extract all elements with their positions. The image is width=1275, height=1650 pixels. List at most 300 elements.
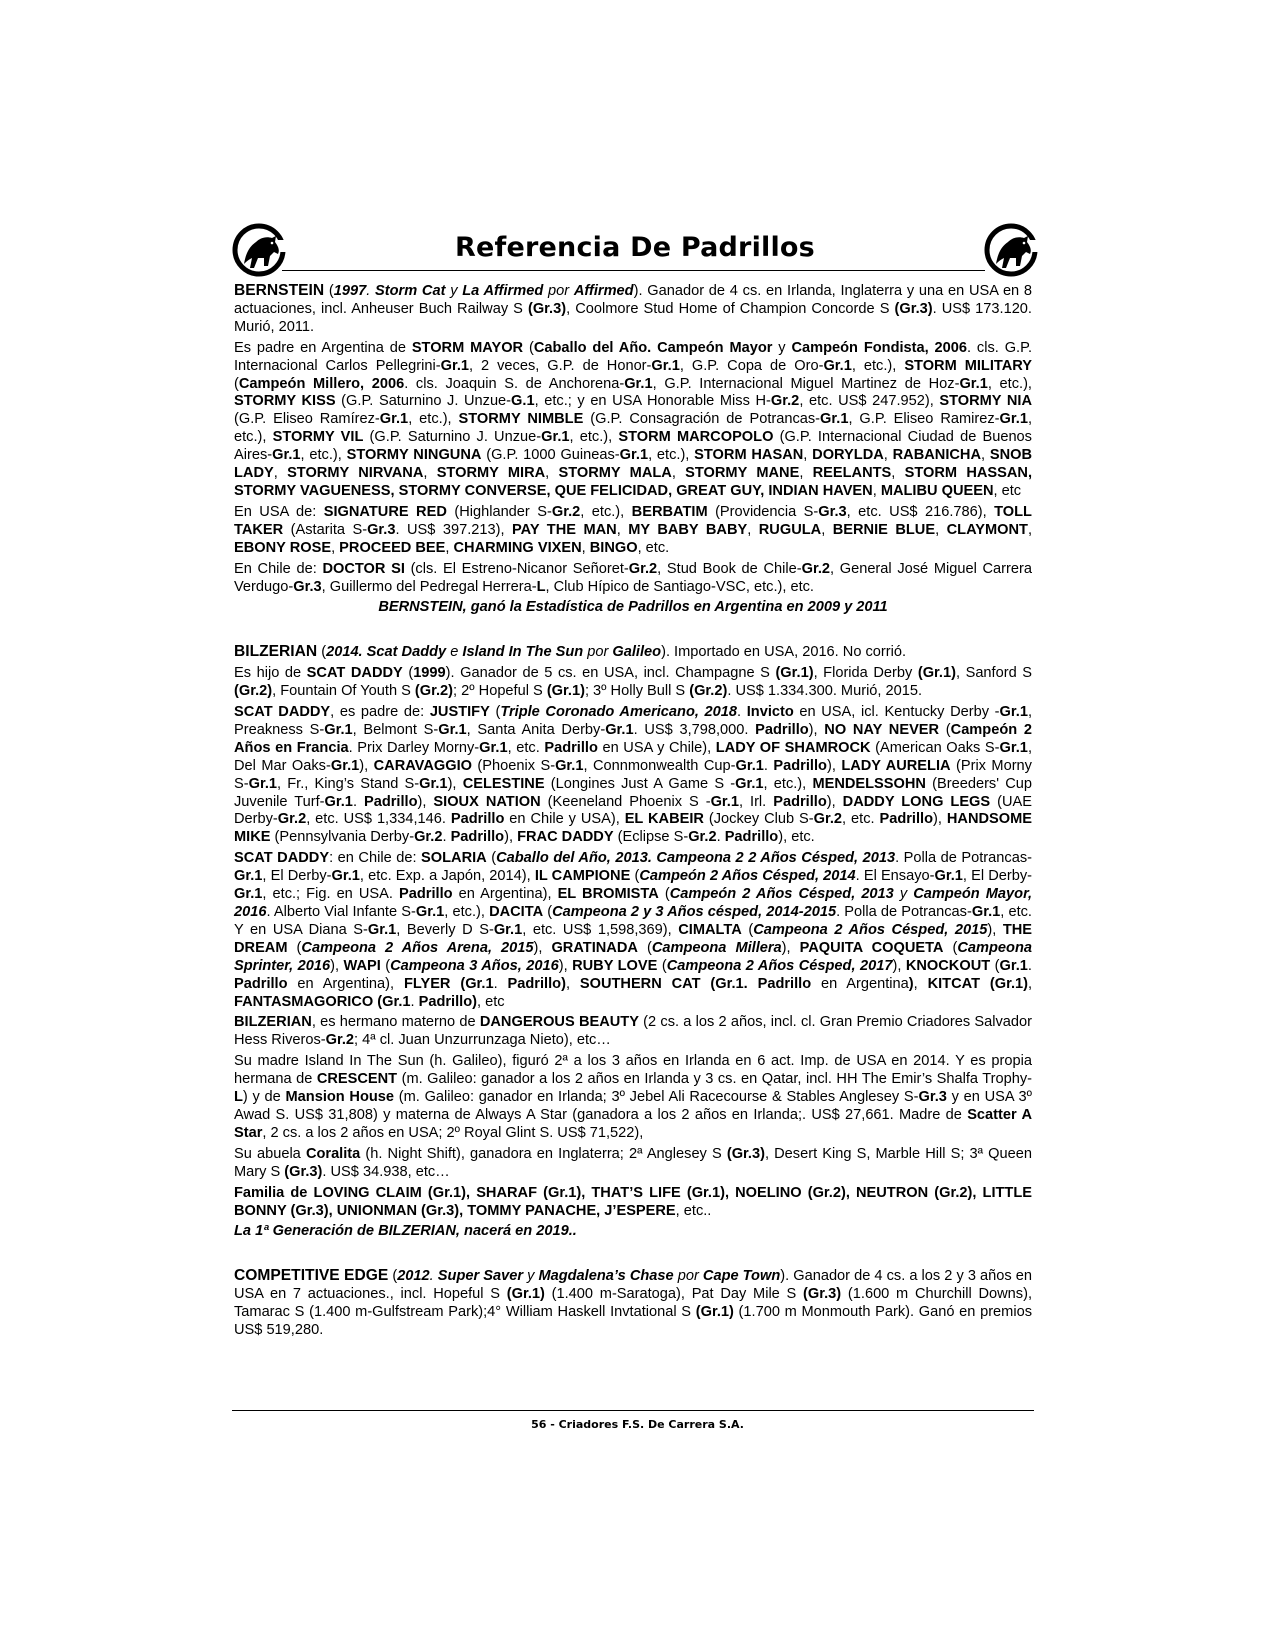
text-run: KITCAT (Gr.1) xyxy=(927,975,1028,992)
text-run: Gr.1 xyxy=(330,757,360,774)
text-run: ), xyxy=(826,757,842,774)
text-run: Gr.1 xyxy=(419,775,448,792)
text-run xyxy=(450,976,460,992)
text-run: IL CAMPIONE xyxy=(534,868,631,885)
text-run: y xyxy=(523,1268,539,1285)
text-run: , xyxy=(981,447,990,464)
text-run: G.1 xyxy=(511,393,535,410)
text-run: SCAT DADDY xyxy=(234,850,330,867)
text-run: , Preakness S- xyxy=(234,704,1033,738)
statistics-note xyxy=(234,599,1032,617)
text-run: en Argentina), xyxy=(452,886,558,903)
text-run: , etc. xyxy=(842,811,880,828)
sibling-note xyxy=(234,1014,1032,1050)
text-run: (Keeneland Phoenix S - xyxy=(540,793,711,810)
text-run: , General José Miguel Carrera Verdugo- xyxy=(234,560,1032,595)
text-run: , Desert King S, Marble Hill S; 3ª Queen Mary S xyxy=(234,1145,1032,1180)
text-run: FRAC DADDY xyxy=(517,829,614,846)
text-run: (1.700 m Monmouth Park). Ganó en premios US$ 519,280. xyxy=(234,1304,1032,1339)
text-run: ( xyxy=(324,283,334,299)
text-run: (Highlander S- xyxy=(446,503,552,520)
text-run: Gr.1 xyxy=(324,721,353,738)
text-run: STORM HASSAN, STORMY VAGUENESS, STORMY CONVERSE, QUE FELICIDAD, GREAT GUY, INDIAN HAVEN xyxy=(234,465,1033,499)
text-run: , xyxy=(581,539,590,556)
text-run: STORMY VIL xyxy=(272,429,364,446)
text-run: , xyxy=(799,465,813,482)
text-run: (G.P. Internacional Ciudad de Buenos Aires- xyxy=(234,429,1032,464)
text-run: REELANTS xyxy=(812,465,892,482)
text-run: Gr.1 xyxy=(493,921,523,938)
text-run: Gr.2 xyxy=(414,829,443,846)
text-run: PAY THE MAN xyxy=(512,521,617,538)
text-run: (1.400 m-Saratoga), Pat Day Mile S xyxy=(544,1286,804,1303)
text-run: , Fountain Of Youth S xyxy=(272,683,415,700)
text-run: . xyxy=(410,993,419,1010)
text-run: STORMY MANE xyxy=(685,465,800,482)
text-run: y xyxy=(893,886,914,903)
text-run: , etc.; Fig. en USA. xyxy=(262,886,400,903)
text-run: (Eclipse S- xyxy=(613,829,689,846)
text-run: Gr.1 xyxy=(999,957,1028,974)
text-run: (Gr.1) xyxy=(695,1304,734,1321)
text-run: . xyxy=(429,1268,438,1285)
text-run: Campeona 2 y 3 Años césped, 2014-2015 xyxy=(552,904,837,920)
text-run: Campeona 3 Años, 2016 xyxy=(390,957,559,974)
text-run: Gr.2 xyxy=(551,503,581,520)
text-run: Campeón Mayor, 2016 xyxy=(234,886,1033,920)
page-footer: 56 - Criadores F.S. De Carrera S.A. xyxy=(531,1418,744,1431)
text-run: Padrillo xyxy=(450,811,505,828)
text-run: , es padre de: xyxy=(330,704,430,721)
text-run: , xyxy=(1027,975,1033,992)
text-run: Scatter A Star xyxy=(234,1106,1032,1141)
text-run: BERNIE BLUE xyxy=(832,521,936,538)
text-run: MENDELSSOHN xyxy=(812,775,926,792)
text-run: , etc.. xyxy=(675,1202,712,1219)
text-run: (Gr.3) xyxy=(803,1286,842,1303)
sire-progeny-chile xyxy=(234,850,1032,1011)
text-run: Campeón 2 Años Césped, 2013 xyxy=(669,886,894,903)
text-run: BERNSTEIN, ganó la Estadística de Padrillos en Argentina en 2009 y 2011 xyxy=(378,599,888,616)
text-run: (Prix Morny S- xyxy=(234,757,1032,792)
entry-bilzerian xyxy=(234,643,1032,1241)
text-run: ( xyxy=(486,850,497,867)
sire-progeny xyxy=(234,704,1032,847)
text-run: L xyxy=(234,1089,243,1106)
entry-header xyxy=(234,1267,1032,1340)
text-run: DADDY LONG LEGS xyxy=(842,793,991,810)
text-run: Gr.1 xyxy=(999,411,1028,428)
footer-rule xyxy=(232,1410,1034,1411)
text-run: ). Ganador de 4 cs. en Irlanda, Inglaterra y una en USA en 8 actuaciones, incl. Anheuser Buch Railway S xyxy=(234,283,1033,317)
text-run: STORM MAYOR xyxy=(411,339,524,356)
text-run: Padrillo) xyxy=(418,993,477,1010)
text-run: , etc. US$ 247.952), xyxy=(799,393,940,410)
text-run: en Argentina), xyxy=(287,975,404,992)
text-run: , El Derby- xyxy=(962,868,1032,885)
text-run: Padrillo xyxy=(399,886,453,903)
text-run: Super Saver xyxy=(437,1268,523,1285)
text-run: Gr.1 xyxy=(735,757,764,774)
text-run: ), xyxy=(447,775,463,792)
text-run: Gr.1 xyxy=(959,375,988,392)
text-run: y en USA 3º Awad S. US$ 31,808) y materna de Always A Star (ganadora a los 2 años en Irlanda;. US$ 27,661. Madre de xyxy=(234,1089,1032,1123)
text-run: Gr.1 xyxy=(605,721,634,738)
text-run: , etc. xyxy=(507,739,545,756)
text-run: PAQUITA COQUETA xyxy=(799,939,944,956)
text-run: Campeona 2 Años Césped, 2017 xyxy=(666,957,893,974)
text-run: Familia de LOVING CLAIM (Gr.1), SHARAF (Gr.1), THAT’S LIFE (Gr.1), NOELINO (Gr.2), NEUTRON (Gr.2), LITTLE BONNY (Gr.3), UNIONMAN (Gr.3), TOMMY PANACHE, J’ESPERE xyxy=(234,1184,1032,1219)
text-run: ; 2º Hopeful S xyxy=(453,683,547,700)
text-run: , xyxy=(545,465,559,482)
text-run: ( xyxy=(637,939,652,956)
text-run: , Sanford S xyxy=(955,665,1032,682)
text-run: Campeón Millero, 2006 xyxy=(238,375,405,392)
text-run: Gr.1 xyxy=(479,739,508,756)
text-run: ), xyxy=(826,793,843,810)
text-run: ), xyxy=(987,921,1003,938)
entry-bernstein xyxy=(234,282,1032,617)
text-run: (Gr.2) xyxy=(234,683,273,700)
text-run: ( xyxy=(317,644,327,661)
text-run: ( xyxy=(658,886,670,903)
text-run: ), xyxy=(933,811,947,828)
text-run: por xyxy=(673,1268,703,1285)
text-run: , xyxy=(565,975,580,992)
text-run: ). Ganador de 4 cs. a los 2 y 3 años en USA en 7 actuaciones., incl. Hopeful S xyxy=(234,1268,1032,1303)
text-run: ), xyxy=(892,957,906,974)
text-run: Cape Town xyxy=(702,1268,781,1285)
text-run: , etc. US$ 1,334,146. xyxy=(306,811,451,828)
text-run: , etc.), xyxy=(648,447,695,464)
text-run: Gr.1 xyxy=(934,868,963,885)
text-run: ), xyxy=(330,957,344,974)
text-run: , etc xyxy=(477,993,505,1010)
text-run: RUBY LOVE xyxy=(572,957,658,974)
entry-header xyxy=(234,643,1032,662)
text-run: Gr.2 xyxy=(325,1032,355,1049)
text-run: Gr.1 xyxy=(234,886,263,903)
text-run: Padrillo xyxy=(724,829,779,846)
text-run: , Guillermo del Pedregal Herrera- xyxy=(321,578,537,595)
text-run: Gr.2 xyxy=(628,560,658,577)
text-run: MY BABY BABY xyxy=(628,521,748,538)
text-run: Gr.1 xyxy=(999,739,1028,756)
text-run: (Gr.3) xyxy=(527,300,567,317)
text-run: NO NAY NEVER xyxy=(824,721,940,738)
text-run: , etc. US$ 1,598,369), xyxy=(522,921,679,938)
text-run: Campeona 2 Años Arena, 2015 xyxy=(301,939,534,956)
text-run: . Polla de Potrancas- xyxy=(836,904,972,920)
text-run: , xyxy=(671,465,686,482)
text-run: , xyxy=(616,521,629,538)
text-run: DACITA xyxy=(489,904,544,920)
text-run: , etc xyxy=(993,482,1022,499)
horse-logo-icon xyxy=(982,222,1040,278)
text-run: , xyxy=(747,521,759,538)
text-run: ), xyxy=(504,829,518,846)
text-run: , xyxy=(872,482,881,499)
text-run: Gr.2 xyxy=(770,393,800,410)
text-run: DOCTOR SI xyxy=(322,560,405,577)
text-run: STORMY KISS xyxy=(234,393,336,410)
text-run: en Argentina xyxy=(811,975,909,992)
text-run: En Chile de: xyxy=(234,560,323,577)
text-run: , Coolmore Stud Home of Champion Concorde S xyxy=(566,300,895,317)
text-run: , etc.), xyxy=(763,775,813,792)
text-run: , etc.), xyxy=(234,411,1033,446)
text-run: (Gr.1) xyxy=(775,665,814,682)
progeny-usa xyxy=(234,504,1032,558)
text-run: 1997 xyxy=(333,283,367,299)
text-run: Gr.1 xyxy=(440,357,469,374)
text-run: , Santa Anita Derby- xyxy=(466,721,606,738)
text-run: (Gr.3) xyxy=(726,1145,765,1162)
text-run: . US$ 3,798,000. xyxy=(633,721,756,738)
text-run: . Alberto Vial Infante S- xyxy=(266,904,416,920)
text-run: Magdalena’s Chase xyxy=(538,1268,674,1285)
text-run: , etc.), xyxy=(851,357,905,374)
text-run: EL KABEIR xyxy=(624,811,704,828)
text-run: CHARMING VIXEN xyxy=(453,539,582,556)
text-run: 1999 xyxy=(413,665,446,682)
text-run: (G.P. Eliseo Ramírez- xyxy=(234,411,380,428)
generation-note xyxy=(234,1223,1032,1241)
text-run: , xyxy=(821,521,833,538)
text-run: . cls. Joaquin S. de Anchorena- xyxy=(404,375,625,392)
page-header xyxy=(230,222,1040,282)
text-run: Gr.2 xyxy=(277,811,307,828)
text-run: EL BROMISTA xyxy=(557,886,659,903)
text-run: (Gr.1) xyxy=(917,665,956,682)
text-run: , etc. Y en USA Diana S- xyxy=(234,904,1032,938)
text-run: (American Oaks S- xyxy=(870,739,1000,756)
text-run: Campeón Fondista, 2006 xyxy=(791,339,968,356)
text-run: 2012 xyxy=(397,1268,430,1285)
progeny-chile xyxy=(234,561,1032,597)
text-run: En USA de: xyxy=(234,503,324,520)
text-run: ) y de xyxy=(242,1089,286,1106)
text-run: , G.P. Copa de Oro- xyxy=(679,357,824,374)
text-run: JUSTIFY xyxy=(429,704,490,721)
text-run: Gr.1 xyxy=(272,447,301,464)
text-run: (cls. El Estreno-Nicanor Señoret- xyxy=(404,560,629,577)
text-run: EBONY ROSE xyxy=(234,539,332,556)
text-run: Padrillo xyxy=(755,721,809,738)
text-run: Campeona Millera xyxy=(651,939,782,956)
text-run: Galileo xyxy=(612,644,662,661)
text-run: ( xyxy=(657,957,667,974)
text-run: ( xyxy=(630,868,640,885)
text-run: . US$ 173.120. Murió, 2011. xyxy=(234,300,1032,335)
progeny-argentina xyxy=(234,340,1032,501)
text-run: (Breeders' Cup Juvenile Turf- xyxy=(234,775,1032,810)
text-run: en USA y Chile), xyxy=(597,739,716,756)
text-run: ). Importado en USA, 2016. No corrió. xyxy=(661,644,907,661)
text-run: ( xyxy=(523,339,534,356)
text-run: ), xyxy=(781,939,800,956)
text-run: , Belmont S- xyxy=(352,721,439,738)
text-run: , Irl. xyxy=(738,793,774,810)
text-run: ; 3º Holly Bull S xyxy=(584,683,690,700)
text-run: . xyxy=(352,793,364,810)
text-run: CARAVAGGIO xyxy=(373,757,472,774)
text-run: (Gr.1) xyxy=(506,1286,545,1303)
text-run: , etc.), xyxy=(569,429,619,446)
text-run: . Polla de Potrancas- xyxy=(895,850,1032,867)
text-run: STORM MARCOPOLO xyxy=(618,429,774,446)
text-run: (G.P. Consagración de Potrancas- xyxy=(583,411,821,428)
text-run: por xyxy=(543,283,574,299)
text-run: (2 cs. a los 2 años, incl. cl. Gran Premio Criadores Salvador Hess Riveros- xyxy=(234,1014,1033,1049)
text-run: Mansion House xyxy=(285,1089,395,1106)
text-run: Su abuela xyxy=(234,1145,306,1162)
text-run: , Fr., King’s Stand S- xyxy=(277,775,420,792)
text-run: ( xyxy=(741,921,754,938)
text-run: GRATINADA xyxy=(551,939,638,956)
text-run: Gr.2 xyxy=(688,829,717,846)
text-run: (Jockey Club S- xyxy=(703,811,814,828)
text-run: , xyxy=(935,521,947,538)
text-run: (1.600 m Churchill Downs), Tamarac S (1.400 m-Gulfstream Park);4° William Haskell Invtational S xyxy=(234,1286,1032,1321)
text-run: Gr.2 xyxy=(813,811,843,828)
text-run: DORYLDA xyxy=(812,447,884,464)
text-run: , 2 veces, G.P. de Honor- xyxy=(469,357,652,374)
text-run: (Longines Just A Game S - xyxy=(544,775,736,792)
text-run: Gr.1 xyxy=(367,921,397,938)
text-run: , etc.), xyxy=(300,447,347,464)
text-run: Gr.1 xyxy=(820,411,849,428)
text-run: , etc.), xyxy=(408,411,459,428)
text-run: Padrillo) xyxy=(507,975,566,992)
text-run: Gr.1 xyxy=(331,868,360,885)
text-run: CIMALTA xyxy=(678,921,742,938)
text-run: , etc.), xyxy=(580,503,632,520)
text-run: STORMY NIA xyxy=(939,393,1032,410)
text-run: , xyxy=(883,447,893,464)
text-run: ( xyxy=(939,721,951,738)
text-run: , xyxy=(803,447,813,464)
text-run: ( xyxy=(234,375,239,392)
text-run: Gr.1 xyxy=(541,429,570,446)
sire-description xyxy=(234,665,1032,701)
text-run: L xyxy=(536,578,546,595)
text-run: ), xyxy=(359,757,374,774)
text-run: STORM HASAN xyxy=(694,447,804,464)
text-run: SNOB LADY xyxy=(234,447,1033,482)
text-run: HANDSOME MIKE xyxy=(234,811,1032,846)
text-run: (m. Galileo: ganador a los 2 años en Irlanda y 3 cs. en Qatar, incl. HH The Emir’s Shalfa Trophy- xyxy=(397,1071,1032,1088)
sire-references xyxy=(234,282,1032,1340)
text-run: Caballo del Año. Campeón Mayor xyxy=(533,339,773,356)
text-run: Caballo del Año, 2013. Campeona 2 2 Años Césped, 2013 xyxy=(496,850,896,867)
text-run: Padrillo xyxy=(773,757,827,774)
text-run: Padrillo xyxy=(363,793,418,810)
text-run: CRESCENT xyxy=(316,1071,398,1088)
text-run: . xyxy=(763,757,774,774)
text-run: . Prix Darley Morny- xyxy=(348,739,480,756)
text-run: . xyxy=(737,704,747,721)
text-run: (Pennsylvania Derby- xyxy=(270,829,415,846)
text-run: Island In The Sun xyxy=(462,644,584,661)
text-run: (Gr.1) xyxy=(546,683,585,700)
text-run: BILZERIAN xyxy=(234,1014,312,1031)
text-run: (G.P. Saturnino J. Unzue- xyxy=(363,429,542,446)
text-run: , etc. Exp. a Japón, 2014), xyxy=(359,868,535,885)
text-run: , xyxy=(445,539,454,556)
text-run: ( xyxy=(380,957,391,974)
text-run: BERBATIM xyxy=(631,503,708,520)
text-run: STORMY NIRVANA xyxy=(287,465,424,482)
text-run: BERNSTEIN xyxy=(234,282,325,299)
text-run: Gr.1 xyxy=(624,375,653,392)
family-note xyxy=(234,1185,1032,1221)
text-run: . cls. G.P. Internacional Carlos Pellegrini- xyxy=(234,339,1033,374)
text-run: e xyxy=(446,644,463,661)
text-run: Padrillo xyxy=(450,829,505,846)
text-run: , xyxy=(1027,521,1033,538)
text-run: LADY AURELIA xyxy=(841,757,951,774)
text-run: ), xyxy=(533,939,552,956)
text-run: , xyxy=(913,975,928,992)
text-run: , Del Mar Oaks- xyxy=(234,739,1032,774)
text-run: (Gr.1 xyxy=(460,975,494,992)
text-run: , xyxy=(273,465,288,482)
text-run: THE DREAM xyxy=(234,921,1032,956)
text-run: , es hermano materno de xyxy=(311,1014,480,1031)
page-title: Referencia De Padrillos xyxy=(455,232,815,263)
text-run: WAPI xyxy=(343,957,381,974)
text-run: (Providencia S- xyxy=(707,503,819,520)
text-run: , G.P. Internacional Miguel Martinez de Hoz- xyxy=(652,375,960,392)
text-run: FANTASMAGORICO (Gr.1 xyxy=(234,993,411,1010)
text-run: ). Ganador de 5 cs. en USA, incl. Champagne S xyxy=(445,665,776,682)
text-run: Gr.1 xyxy=(438,721,467,738)
text-run: Gr.1 xyxy=(379,411,409,428)
text-run: , etc. US$ 216.786), xyxy=(846,503,995,520)
text-run: Triple Coronado Americano, 2018 xyxy=(500,704,738,721)
text-run: Gr.1 xyxy=(710,793,739,810)
text-run: Affirmed xyxy=(573,283,634,299)
text-run: MALIBU QUEEN xyxy=(880,482,994,499)
text-run: CLAYMONT xyxy=(946,521,1028,538)
text-run: en USA, icl. Kentucky Derby - xyxy=(793,704,1000,721)
text-run: (G.P. 1000 Guineas- xyxy=(481,447,620,464)
text-run: STORMY MALA xyxy=(558,465,672,482)
text-run: PROCEED BEE xyxy=(339,539,446,556)
text-run: (UAE Derby- xyxy=(234,793,1032,828)
text-run: Campeona Sprinter, 2016 xyxy=(234,939,1032,974)
text-run: SCAT DADDY xyxy=(234,704,331,721)
text-run: ), xyxy=(417,793,434,810)
text-run: Storm Cat xyxy=(375,283,446,299)
text-run: STORMY NIMBLE xyxy=(458,411,584,428)
text-run: Campeón 2 Años en Francia xyxy=(234,721,1032,756)
text-run: Campeón 2 Años Césped, 2014 xyxy=(639,868,856,885)
text-run: Padrillo xyxy=(544,739,598,756)
text-run: RUGULA xyxy=(758,521,822,538)
text-run: Padrillo xyxy=(234,975,288,992)
text-run: Gr.1 xyxy=(971,904,1001,920)
text-run: (Phoenix S- xyxy=(471,757,556,774)
text-run: ) xyxy=(908,975,914,992)
text-run: , G.P. Eliseo Ramirez- xyxy=(848,411,1000,428)
text-run: Gr.1 xyxy=(234,868,263,885)
text-run: STORM MILITARY xyxy=(904,357,1033,374)
text-run: por xyxy=(583,644,613,661)
text-run: (m. Galileo: ganador en Irlanda; 3º Jebel Ali Racecourse & Stables Anglesey S- xyxy=(394,1089,919,1106)
text-run: . El Ensayo- xyxy=(855,868,935,885)
